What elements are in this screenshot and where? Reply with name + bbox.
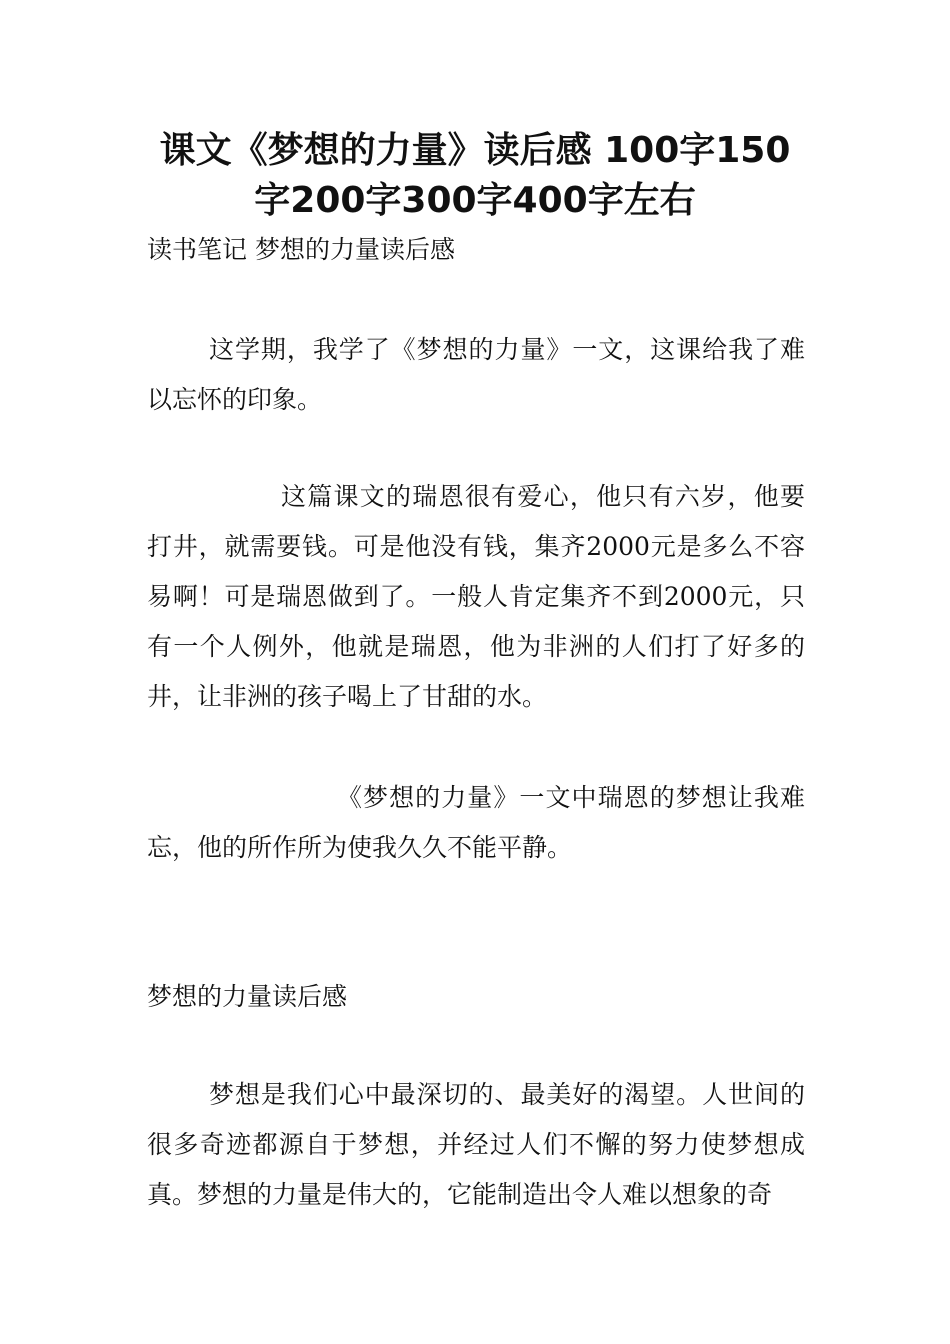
document-title: [100, 126, 850, 226]
section-heading: 梦想的力量读后感: [147, 982, 348, 1011]
title-line-2: 字200字300字400字左右: [254, 180, 696, 221]
section-paragraph: 梦想是我们心中最深切的、最美好的渴望。人世间的很多奇迹都源自于梦想，并经过人们不懈的努力使梦想成真。梦想的力量是伟大的，它能制造出令人难以想象的奇: [147, 1080, 805, 1209]
title-line-1: 课文《梦想的力量》读后感 100字150: [159, 130, 791, 171]
paragraph-3: 《梦想的力量》一文中瑞恩的梦想让我难忘，他的所作所为使我久久不能平静。: [147, 783, 805, 862]
paragraph-1: 这学期，我学了《梦想的力量》一文，这课给我了难以忘怀的印象。: [147, 335, 805, 414]
document-subtitle: 读书笔记 梦想的力量读后感: [147, 235, 455, 264]
paragraph-2: 这篇课文的瑞恩很有爱心，他只有六岁，他要打井，就需要钱。可是他没有钱，集齐2000元是多么不容易啊！可是瑞恩做到了。一般人肯定集齐不到2000元，只有一个人例外，他就是瑞恩，他为非洲的人们打了好多的井，让非洲的孩子喝上了甘甜的水。: [147, 482, 805, 711]
